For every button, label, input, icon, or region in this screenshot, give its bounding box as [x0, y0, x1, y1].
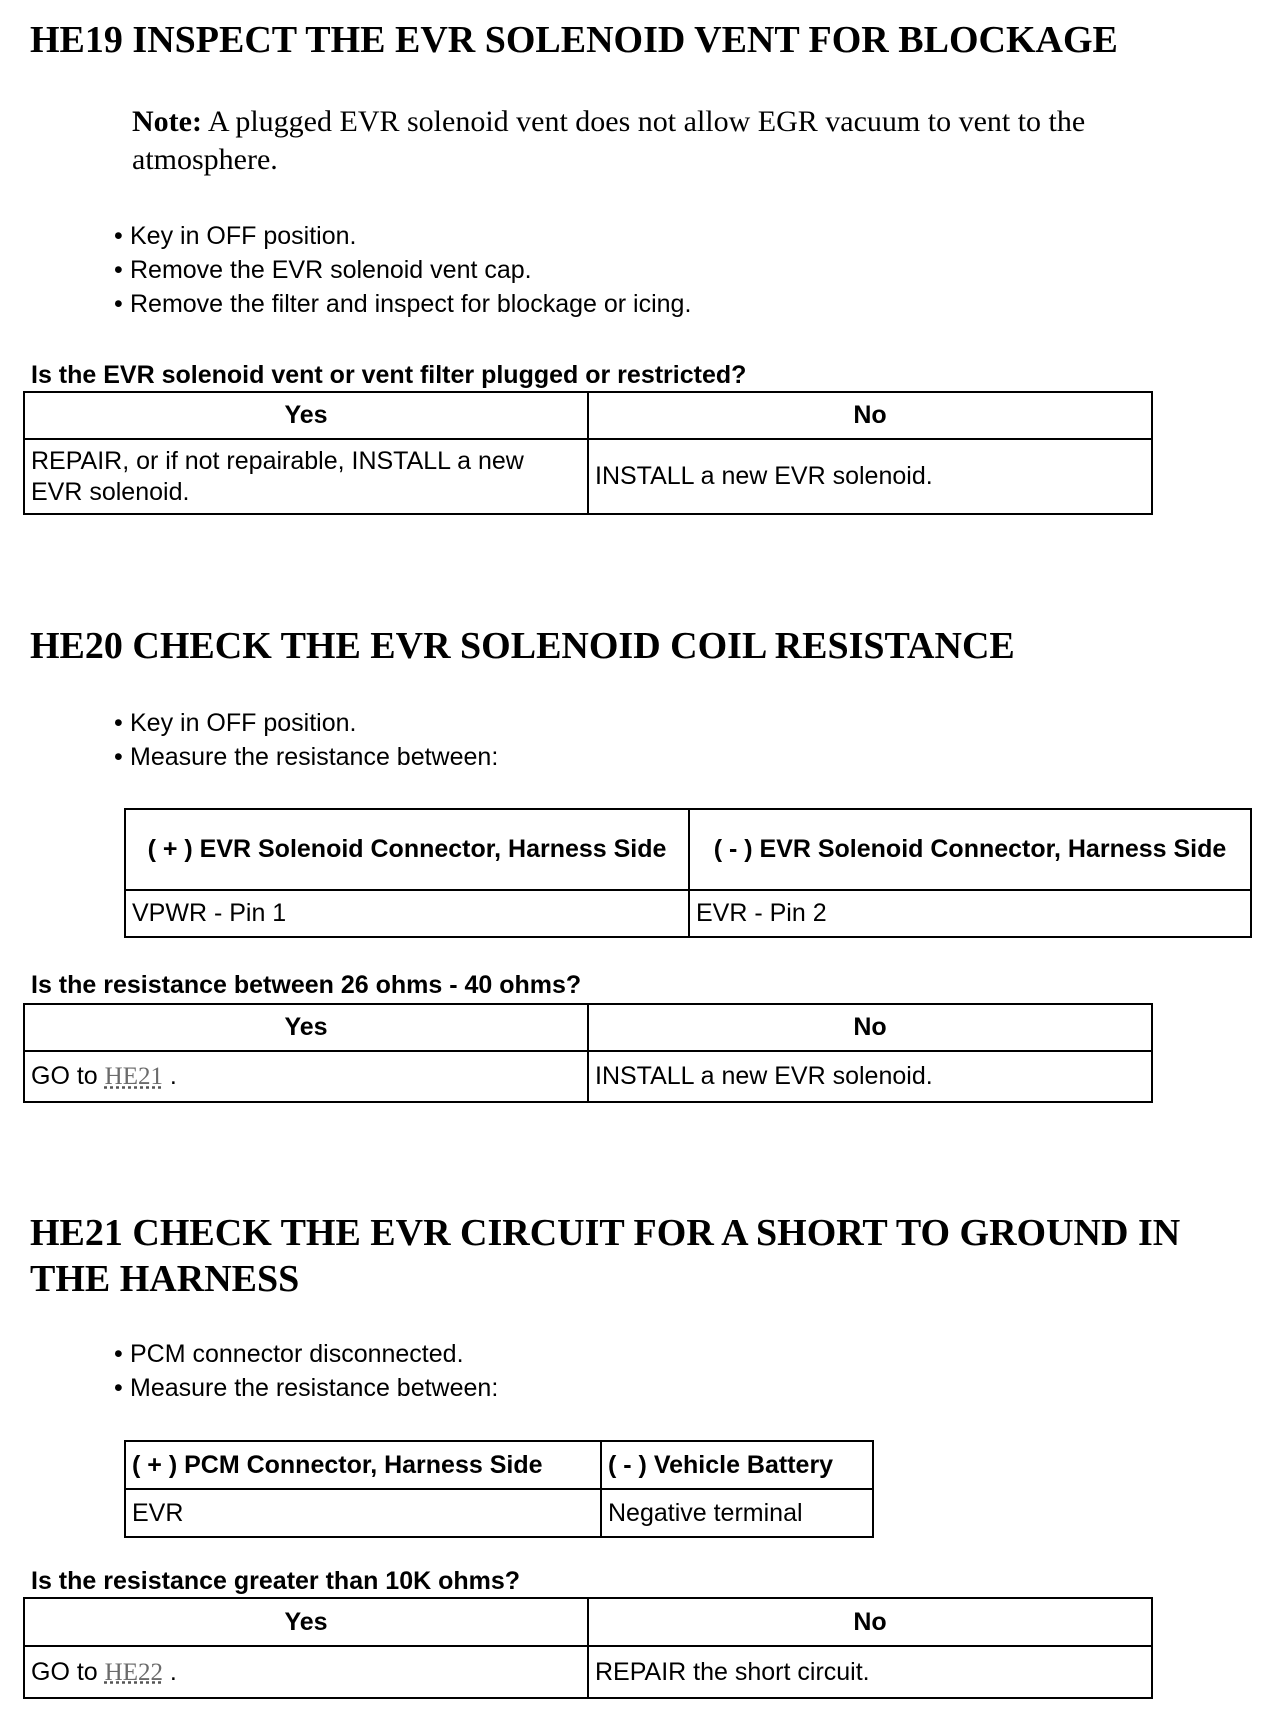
no-cell: INSTALL a new EVR solenoid. [588, 1051, 1152, 1102]
he20-question: Is the resistance between 26 ohms - 40 ohms? [31, 971, 582, 999]
he21-question: Is the resistance greater than 10K ohms? [31, 1567, 521, 1595]
he21-heading: HE21 CHECK THE EVR CIRCUIT FOR A SHORT TO GROUND IN THE HARNESS [30, 1212, 1181, 1300]
he20-measure-table [124, 808, 1252, 938]
measure-cell-negative: Negative terminal [601, 1489, 873, 1537]
yes-cell [24, 1646, 588, 1698]
he19-note [132, 103, 1232, 179]
go-to-label: GO to [31, 1657, 98, 1686]
step-item: • Remove the filter and inspect for blockage or icing. [112, 287, 691, 321]
yes-header: Yes [24, 392, 588, 439]
yes-header: Yes [24, 1004, 588, 1051]
he19-question: Is the EVR solenoid vent or vent filter plugged or restricted? [31, 361, 747, 389]
no-header: No [588, 1004, 1152, 1051]
measure-cell-positive: EVR [125, 1489, 601, 1537]
he20-heading: HE20 CHECK THE EVR SOLENOID COIL RESISTANCE [30, 625, 1015, 667]
measure-header-positive: ( + ) PCM Connector, Harness Side [125, 1441, 601, 1489]
he21-link[interactable]: HE21 [104, 1063, 163, 1090]
measure-header-positive: ( + ) EVR Solenoid Connector, Harness Side [125, 809, 689, 890]
period: . [169, 1062, 177, 1090]
step-item: • Measure the resistance between: [112, 740, 498, 774]
he19-heading: HE19 INSPECT THE EVR SOLENOID VENT FOR BLOCKAGE [30, 19, 1118, 61]
measure-header-negative: ( - ) Vehicle Battery [601, 1441, 873, 1489]
he21-measure-table [124, 1440, 874, 1538]
yes-cell [24, 1051, 588, 1102]
he20-steps [112, 706, 498, 774]
step-item: • PCM connector disconnected. [112, 1337, 498, 1371]
he20-answer-table [23, 1003, 1153, 1103]
no-cell: REPAIR the short circuit. [588, 1646, 1152, 1698]
he19-steps [112, 219, 691, 321]
measure-cell-positive: VPWR - Pin 1 [125, 890, 689, 937]
measure-cell-negative: EVR - Pin 2 [689, 890, 1251, 937]
no-header: No [588, 392, 1152, 439]
note-text: A plugged EVR solenoid vent does not allow EGR vacuum to vent to the atmosphere. [132, 105, 1086, 176]
step-item: • Measure the resistance between: [112, 1371, 498, 1405]
yes-header: Yes [24, 1598, 588, 1646]
no-cell: INSTALL a new EVR solenoid. [588, 439, 1152, 514]
go-to-label: GO to [31, 1062, 98, 1090]
period: . [169, 1657, 177, 1686]
he21-steps [112, 1337, 498, 1405]
he19-answer-table [23, 391, 1153, 515]
step-item: • Key in OFF position. [112, 706, 498, 740]
he22-link[interactable]: HE22 [104, 1658, 163, 1686]
measure-header-negative: ( - ) EVR Solenoid Connector, Harness Side [689, 809, 1251, 890]
yes-cell: REPAIR, or if not repairable, INSTALL a new EVR solenoid. [24, 439, 588, 514]
step-item: • Remove the EVR solenoid vent cap. [112, 253, 691, 287]
note-label: Note: [132, 105, 202, 138]
no-header: No [588, 1598, 1152, 1646]
he21-answer-table [23, 1597, 1153, 1699]
step-item: • Key in OFF position. [112, 219, 691, 253]
